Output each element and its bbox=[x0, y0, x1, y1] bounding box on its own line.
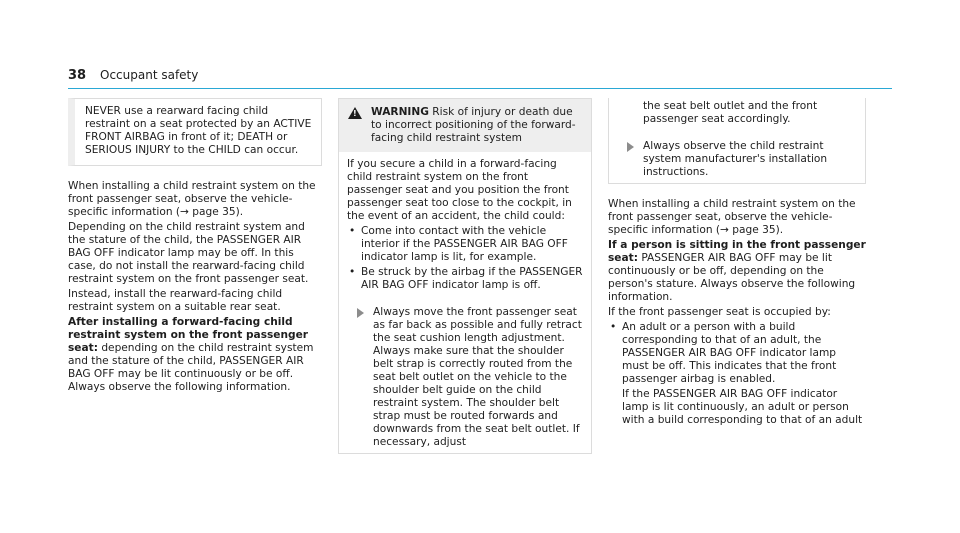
text-after-installing: depending on the child restraint system and the stature of the child, PASSENGER AIR BAG OFF may be lit continuously or be off. Always observe the following information. bbox=[68, 342, 314, 393]
action-text: Always move the front passenger seat as far back as possible and fully retract the seat cushion length adjustment. Always make sure that the shoulder belt strap is correctly routed from the seat belt outlet on the vehicle to the shoulder belt guide on the child restraint system. The shoulder belt strap must be routed forwards and downwards from the seat belt outlet. If necessary, adjust bbox=[373, 306, 582, 448]
warning-box-continued bbox=[608, 98, 866, 184]
safety-note-text: NEVER use a rearward facing child restraint on a seat protected by an ACTIVE FRONT AIRBAG in front of it; DEATH or SERIOUS INJURY to the CHILD can occur. bbox=[85, 105, 312, 156]
warning-triangle-icon: ! bbox=[348, 107, 362, 119]
column-3 bbox=[608, 98, 866, 429]
warning-header bbox=[339, 99, 591, 152]
warning-label: WARNING bbox=[371, 106, 429, 118]
heading-after-installing: After installing a forward-facing child restraint system on the front passenger seat: bbox=[68, 316, 309, 354]
warning-body bbox=[339, 152, 591, 449]
paragraph-install-info: When installing a child restraint system on the front passenger seat, observe the vehicle-specific information (→ page 35). bbox=[608, 198, 856, 236]
safety-note bbox=[68, 98, 322, 166]
list-item bbox=[608, 321, 866, 427]
warning-paragraph: If you secure a child in a forward-facing child restraint system on the front passenger seat and you position the front passenger seat too close to the cockpit, in the event of an accident, the child could: bbox=[347, 158, 572, 222]
column-2 bbox=[338, 98, 592, 454]
header-rule bbox=[68, 88, 892, 89]
paragraph-install-info: When installing a child restraint system on the front passenger seat, observe the vehicle-specific information (→ page 35). bbox=[68, 180, 316, 218]
action-step bbox=[617, 140, 857, 179]
bullet-continuation: If the PASSENGER AIR BAG OFF indicator lamp is lit continuously, an adult or person with a build corresponding to that of an adult bbox=[622, 388, 863, 426]
occupant-bullets bbox=[608, 321, 866, 427]
continued-text: the seat belt outlet and the front passenger seat accordingly. bbox=[643, 100, 818, 125]
warning-box bbox=[338, 98, 592, 454]
warning-bullets bbox=[347, 225, 583, 292]
action-step bbox=[347, 306, 583, 449]
arrow-icon bbox=[357, 308, 364, 318]
paragraph-instead: Instead, install the rearward-facing child restraint system on a suitable rear seat. bbox=[68, 288, 283, 313]
warning-title: Risk of injury or death due to incorrect positioning of the forward-facing child restraint system bbox=[371, 106, 576, 144]
column-1 bbox=[68, 98, 322, 396]
paragraph-person-sitting bbox=[608, 239, 866, 304]
section-title: Occupant safety bbox=[100, 68, 199, 82]
paragraph-indicator: Depending on the child restraint system and the stature of the child, the PASSENGER AIR BAG OFF indicator lamp may be off. In this case, do not install the rearward-facing child restraint system on the front passenger seat. bbox=[68, 221, 309, 285]
arrow-icon bbox=[627, 142, 634, 152]
list-item: • Come into contact with the vehicle interior if the PASSENGER AIR BAG OFF indicator lamp is lit, for example. bbox=[347, 225, 583, 264]
text-person-sitting: PASSENGER AIR BAG OFF may be lit continuously or be off, depending on the person's stature. Always observe the following information. bbox=[608, 252, 856, 303]
paragraph-after-installing bbox=[68, 316, 322, 394]
action-text: Always observe the child restraint system manufacturer's installation instructions. bbox=[643, 140, 828, 178]
paragraph-occupied: If the front passenger seat is occupied by: bbox=[608, 306, 831, 318]
bullet-text: An adult or a person with a build corresponding to that of an adult, the PASSENGER AIR BAG OFF indicator lamp must be off. This indicates that the front passenger airbag is enabled. bbox=[622, 321, 837, 385]
warning-body-continued bbox=[609, 98, 865, 179]
page-number: 38 bbox=[68, 68, 87, 83]
list-item: • Be struck by the airbag if the PASSENGER AIR BAG OFF indicator lamp is off. bbox=[347, 266, 583, 292]
heading-person-sitting: If a person is sitting in the front passenger seat: bbox=[608, 239, 866, 264]
